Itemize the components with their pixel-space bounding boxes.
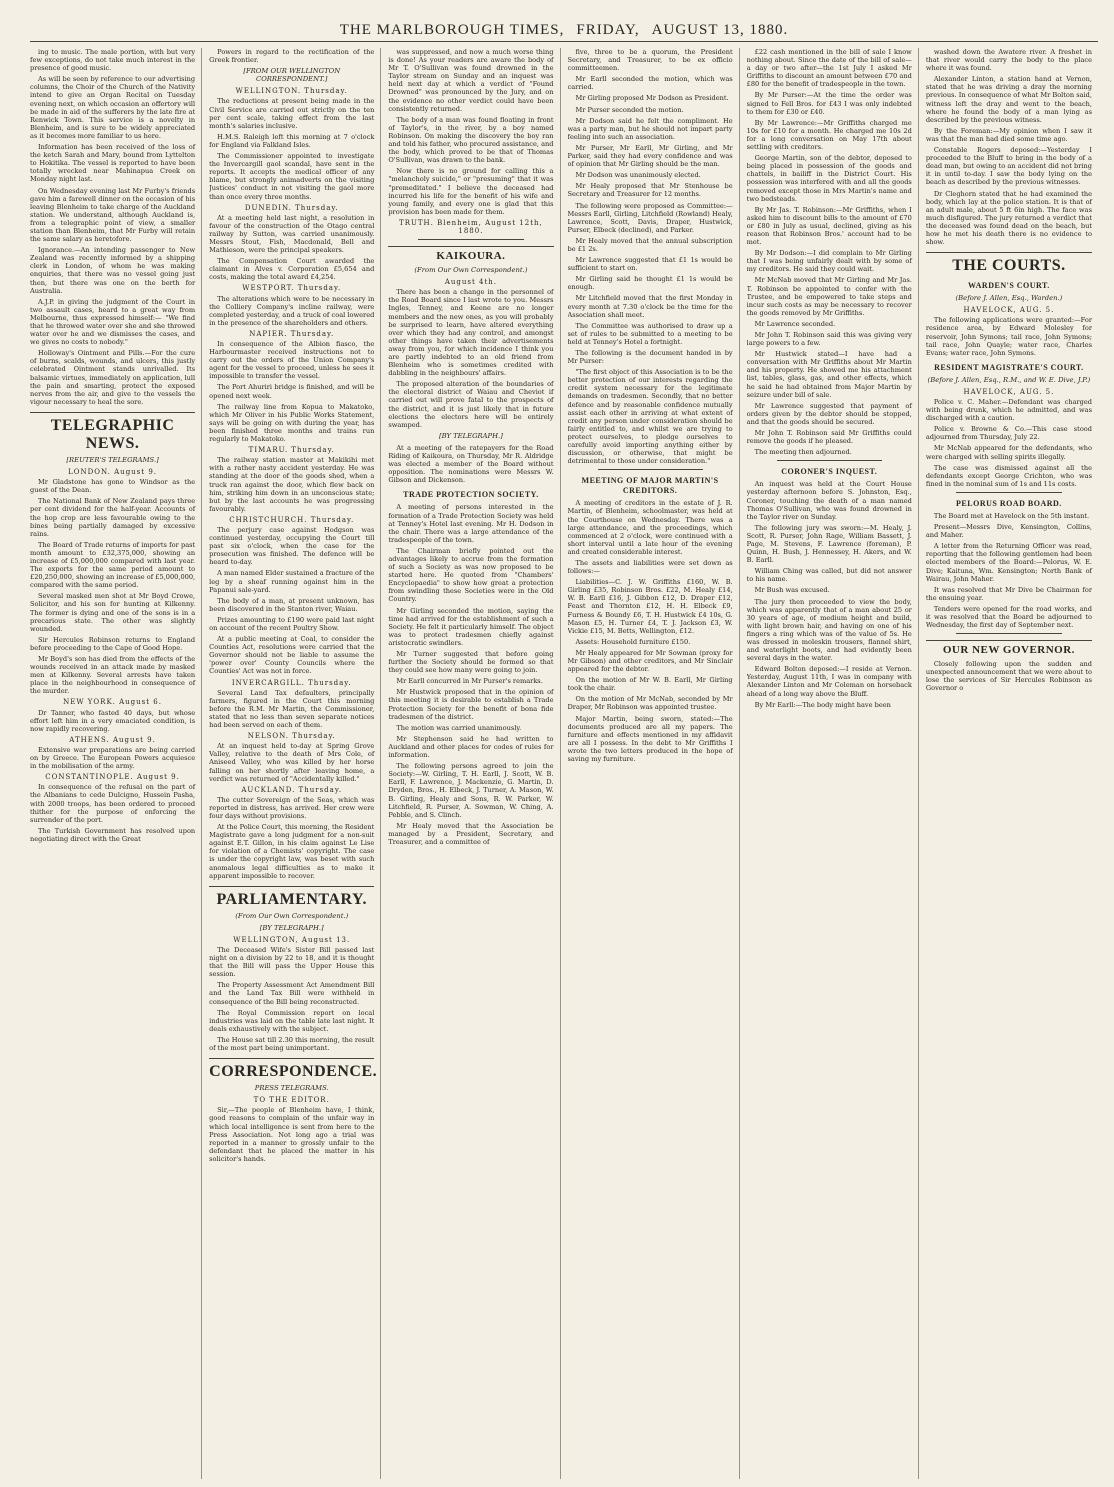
dateline: August 4th.	[444, 278, 497, 287]
section-heading-parliamentary: PARLIAMENTARY.	[209, 886, 374, 909]
paragraph: Mr Healy proposed that Mr Stenhouse be Secretary and Treasurer for 12 months.	[567, 182, 733, 199]
section-subheading-rmc: RESIDENT MAGISTRATE'S COURT.	[934, 362, 1084, 372]
paragraph: On the motion of Mr McNab, seconded by Mr Draper, Mr Robinson was appointed trustee.	[567, 695, 733, 712]
section-heading-trade: TRADE PROTECTION SOCIETY.	[403, 490, 539, 500]
masthead	[30, 12, 1098, 42]
paragraph: Mr Purser seconded the motion.	[575, 105, 684, 114]
paragraph: ing to music. The male portion, with but very few exceptions, do not take much interest in the presence of good music.	[30, 48, 196, 73]
column-4	[568, 48, 740, 1479]
masthead-day: FRIDAY,	[576, 22, 640, 38]
paragraph: It was resolved that Mr Dive be Chairman for the ensuing year.	[925, 585, 1092, 602]
paragraph: Police v. Browne & Co.—This case stood adjourned from Thursday, July 22.	[925, 425, 1092, 442]
paragraph: Assets: Household furniture £150.	[575, 637, 691, 646]
paragraph: The railway line from Kopua to Makatoko, which Mr Oliver in his Public Works Statement, says will be going on with during the year, has been finished three months and trains run regularly to Makatoko.	[209, 402, 375, 444]
divider	[598, 469, 703, 470]
paragraph: Present—Messrs Dive, Kensington, Collins, and Maher.	[925, 523, 1092, 540]
paragraph: A man named Elder sustained a fracture of the leg by a sheaf running against him in the Papanui sale-yard.	[209, 569, 375, 594]
paragraph: The Turkish Government has resolved upon negotiating direct with the Great	[30, 826, 196, 843]
paragraph: The cutter Sovereign of the Seas, which was reported in distress, has arrived. Her crew were four days without provisions.	[209, 795, 375, 820]
paragraph: The alterations which were to be necessary in the Colliery Company's incline railway, were completed yesterday, and a truck of coal lowered in the presence of the shareholders and others.	[209, 294, 375, 327]
paragraph: The motion was carried unanimously.	[396, 723, 522, 732]
divider	[956, 633, 1062, 634]
column-3	[388, 48, 560, 1479]
section-subheading: (From Our Own Correspondent.)	[414, 266, 528, 275]
paragraph: The Port Ahuriri bridge is finished, and will be opened next week.	[209, 383, 375, 400]
section-subheading: [REUTER'S TELEGRAMS.]	[66, 455, 159, 464]
paragraph: There has been a change in the personnel of the Road Board since I last wrote to you. Messrs Ingles, Tenney, and Keene are no longer members and the new ones, as you will probably be surprised to learn, have altered everything over which they had any control, and amongst other things have taken their advertisements away from you, for which incidence I think you are partly indebted to an old friend from Blenheim who is sometimes credited with dabbling in the neighbours' affairs.	[388, 288, 554, 378]
paragraph: Mr Turner suggested that before going further the Society should be formed so that they could see how many were going to join.	[388, 650, 554, 675]
paragraph: Mr Healy moved that the Association be managed by a President, Secretary, and Treasurer, and a committee of	[388, 821, 554, 846]
dateline: NEW YORK. August 6.	[63, 698, 162, 707]
section-subheading: PRESS TELEGRAMS.	[254, 1084, 329, 1093]
paragraph: At an inquest held to-day at Spring Grove Valley, relative to the death of Mrs Cole, of Aniseed Valley, who was killed by her horse falling on her shortly after leaving home, a verdict was returned of "Accidentally killed."	[209, 742, 375, 783]
paragraph: Mr John T. Robinson said this was giving very large powers to a few.	[746, 331, 912, 348]
paragraph: The Compensation Court awarded the claimant in Alves v. Corporation £5,654 and costs, making the total award £4,254.	[209, 257, 375, 282]
paragraph: By Mr Purser:—At the time the order was signed to Fell Bros. for £43 I was only indebted to them for £30 or £40.	[746, 91, 912, 116]
paragraph: The body of a man, at present unknown, has been discovered in the Stanton river, Waiau.	[209, 596, 375, 613]
dateline: ATHENS. August 9.	[69, 735, 156, 744]
paragraph: five, three to be a quorum, the President Secretary, and Treasurer, to be ex officio committeemen.	[567, 48, 733, 73]
paragraph: H.M.S. Raleigh left this morning at 7 o'clock for England via Falkland Isles.	[209, 132, 375, 149]
paragraph: The Board met at Havelock on the 5th instant.	[933, 511, 1090, 520]
paragraph: Mr Girling said he thought £1 1s would be enough.	[567, 275, 733, 292]
paragraph: Tenders were opened for the road works, and it was resolved that the Board be adjourned to Wednesday, the first day of September next.	[925, 604, 1092, 630]
paragraph: The following applications were granted:—For residence area, by Edward Molesley for reservoir, John Symons; tail race, John Symons; tail race, John Quayle; water race, Charles Evans; water race, John Symons.	[925, 316, 1092, 357]
paragraph: By Mr Earll:—The body might have been	[754, 700, 891, 709]
masthead-date: AUGUST 13, 1880.	[651, 22, 789, 38]
paragraph: By Mr Dodson:—I did complain to Mr Girling that I was being unfairly dealt with by some of my creditors. He said they could wait.	[746, 249, 912, 274]
section-heading-martin: MEETING OF MAJOR MARTIN'S CREDITORS.	[581, 476, 719, 496]
section-heading-pelorus: PELORUS ROAD BOARD.	[956, 498, 1062, 508]
paragraph: In consequence of the refusal on the part of the Albanians to cede Dulcigno, Hussein Pasha, with 2000 troops, has been ordered to proceed thither for the purpose of enforcing the surrender of the port.	[30, 783, 196, 824]
dateline: INVERCARGILL. Thursday.	[231, 678, 352, 687]
paragraph: Closely following upon the sudden and unexpected announcement that we were about to lose the services of Sir Hercules Robinson as Governor o	[925, 660, 1092, 693]
paragraph: Mr Lawrence suggested that £1 1s would be sufficient to start on.	[567, 256, 733, 273]
dateline: HAVELOCK, AUG. 5.	[963, 387, 1055, 396]
paragraph: Mr McNab appeared for the defendants, who were charged with selling spirits illegally.	[925, 444, 1092, 461]
paragraph: Extensive war preparations are being carried on by Greece. The European Powers acquiesce in the mobilisation of the army.	[30, 745, 196, 771]
section-heading-correspondence: CORRESPONDENCE.	[209, 1058, 374, 1081]
paragraph: Mr Healy appeared for Mr Sowman (proxy for Mr Gibson) and other creditors, and Mr Sinclair appeared for the debtor.	[567, 648, 733, 674]
dateline: WESTPORT. Thursday.	[242, 284, 342, 293]
paragraph: At a public meeting at Coal, to consider the Counties Act, resolutions were carried that the Governor should not be liable to assume the 'power over' County Councils where the Counties' Act was not in force.	[209, 635, 375, 676]
dateline: HAVELOCK, AUG. 5.	[963, 306, 1055, 315]
section-subheading-wardens: WARDEN'S COURT.	[968, 281, 1050, 291]
paragraph: The following persons agreed to join the Society:—W. Girling, T. H. Earll, J. Scott, W. B. Earll, F. Lawrence, J. Mackenzie, G. Martin, D. Dryden, Bros., H. Elbeck, J. Turner, A. Mason, W. B. Girling, Healy and Sons, R. W. Parker, W. Litchfield, R. Purser, A. Sowman, W. Ching, A. Pebble, and S. Clinch.	[388, 762, 554, 819]
paragraph: Mr Girling seconded the motion, saying the time had arrived for the establishment of such a Society. He felt it particularly himself. The object was to protect tradesmen chiefly against aristocratic swindlers.	[388, 606, 554, 647]
paragraph: The National Bank of New Zealand pays three per cent dividend for the half-year. Accounts of the hop crop are less favourable owing to the bines being partially damaged by excessive rains.	[30, 497, 196, 538]
paragraph: The Board of Trade returns of imports for past month amount to £32,375,000, showing an increase of £5,000,000 compared with last year. The exports for the same period amount to £20,250,000, showing an increase of £5,000,000, compared with the same period.	[30, 540, 196, 590]
dateline: NAPIER. Thursday.	[249, 329, 335, 338]
paragraph: Mr Lawrence seconded.	[754, 319, 836, 328]
section-heading-telegraphic: TELEGRAPHIC NEWS.	[30, 412, 195, 453]
section-subheading: [BY TELEGRAPH.]	[259, 923, 324, 932]
paragraph: Mr Dodson said he felt the compliment. He was a party man, but he should not impart party feeling into such an association.	[567, 116, 733, 141]
paragraph: At the Police Court, this morning, the Resident Magistrate gave a long judgment for a non-suit against E.T. Gillon, in his claim against Le Lise for violation of a Chemists' copyright. The case is under the copyright law, was beset with such anomalous legal difficulties as to make it apparent impossible to recover.	[209, 823, 375, 880]
paragraph: Sir,—The people of Blenheim have, I think, good reasons to complain of the unfair way in which local intelligence is sent from here to the Press Association. Not long ago a trial was reported in a manner to grossly unfair to the defendant that he placed the matter in his solicitor's hands.	[209, 1106, 375, 1163]
paragraph: Mr Purser, Mr Earll, Mr Girling, and Mr Parker, said they had every confidence and was of opinion that Mr Girling should be the man.	[567, 143, 733, 169]
paragraph: Major Martin, being sworn, stated:—The documents produced are all my papers. The furniture and effects mentioned in my affidavit are all I possess. In the debt to Mr Griffiths I wrote the two letters produced in the hope of saving my furniture.	[567, 714, 733, 764]
dateline: WELLINGTON, August 13.	[233, 935, 351, 944]
paragraph: Sir Hercules Robinson returns to England before proceeding to the Cape of Good Hope.	[30, 635, 196, 652]
paragraph: The proposed alteration of the boundaries of the electoral district of Waiau and Cheviot if carried out will prove fatal to the prospects of the district, and it is just likely that in future elections the electors here will be entirely swamped.	[388, 380, 554, 429]
section-subheading: (Before J. Allen, Esq., R.M., and W. E. Dive, J.P.)	[927, 375, 1091, 384]
section-heading-kaikoura: KAIKOURA.	[388, 246, 553, 263]
paragraph: Information has been received of the loss of the ketch Sarah and Mary, bound from Lyttelton to Hokitika. The vessel is reported to have been totally wrecked near Mahinapua Creek on Monday night last.	[30, 143, 196, 184]
paragraph: George Martin, son of the debtor, deposed to being placed in possession of the goods and chattels, in bailiff in the District Court. His possession was interfered with and all the goods removed except those in Mrs Martin's name and two bedsteads.	[746, 154, 912, 203]
paragraph: The railway station master at Makikihi met with a rather nasty accident yesterday. He was standing at the door of the goods shed, when a truck ran against the door, which flew back on him, striking him down in an unconscious state; but by the last accounts he was progressing favourably.	[209, 456, 375, 513]
dateline: TO THE EDITOR.	[253, 1096, 330, 1105]
paragraph: By Mr Jas. T. Robinson:—Mr Griffiths, when I asked him to discount bills to the amount of £70 or £80 in July as usual, declined, giving as his reason that Robinson Bros.' account had to be met.	[746, 205, 912, 247]
paragraph: On the motion of Mr W. B. Earll, Mr Girling took the chair.	[567, 676, 733, 693]
paragraph: The Deceased Wife's Sister Bill passed last night on a division by 22 to 18, and it is thought that the Bill will pass the Upper House this session.	[209, 946, 375, 979]
dateline: CHRISTCHURCH. Thursday.	[229, 515, 355, 524]
section-heading-governor: OUR NEW GOVERNOR.	[926, 640, 1092, 657]
paragraph: The following is the document handed in by Mr Purser:	[567, 349, 733, 366]
paragraph: The following were proposed as Committee:—Messrs Earll, Girling, Litchfield (Rowland) Healy, Lawrence, Scott, Davis, Draper, Hustwick, Purser, Elbeck (declined), and Parker.	[567, 201, 733, 234]
divider	[777, 460, 882, 461]
paragraph: A meeting of persons interested in the formation of a Trade Protection Society was held at Tenney's Hotel last evening. Mr H. Dodson in the chair. There was a large attendance of the tradespeople of the town.	[388, 503, 554, 544]
section-heading-courts: THE COURTS.	[926, 252, 1092, 275]
paragraph: washed down the Awatere river. A freshet in that river would carry the body to the place where it was found.	[925, 48, 1092, 73]
section-subheading: [BY TELEGRAPH.]	[438, 431, 503, 440]
dateline: WELLINGTON. Thursday.	[235, 87, 348, 96]
paragraph: The perjury case against Hodgson was continued yesterday, occupying the Court till past six o'clock, when the case for the prosecution was finished. The defence will be heard to-day.	[209, 525, 375, 567]
signoff: TRUTH. Blenheim, August 12th, 1880.	[399, 218, 543, 235]
paragraph: Liabilities—C. J. W. Griffiths £160, W. B. Girling £35, Robinson Bros. £22, M. Healy £14, W. B. Earll £16, J. Gibbon £12, D. Draper £12, Feast and Thornton £12, H. H. Elbeck £9, Furness & Boundy £6, T. H. Hustwick £4 10s, G. Mason £5, H. Turner £4, T. J. Jackson £3, W. Vickie £15, M. Betts, Wellington, £12.	[567, 578, 733, 635]
paragraph: The assets and liabilities were set down as follows:—	[567, 558, 733, 576]
paragraph: The jury then proceeded to view the body, which was apparently that of a man about 25 or 30 years of age, of medium height and build, with light brown hair, and having on one of his fingers a ring which was of the value of 5s. He was dressed in moleskin trousers, flannel shirt, and waterlight boots, and had evidently been several days in the water.	[746, 597, 912, 663]
paragraph: Edward Bolton deposed:—I reside at Vernon. Yesterday, August 11th, I was in company with Alexander Linton and Mr Coleman on horseback ahead of a long way above the Bluff.	[746, 665, 912, 698]
paragraph: By Mr Lawrence:—Mr Griffiths charged me 10s for £10 for a month. He charged me 10s 2d for a long conversation on May 17th about settling with creditors.	[746, 118, 912, 152]
paragraph: Mr Earll concurred in Mr Purser's remarks.	[396, 677, 543, 686]
paragraph: A letter from the Returning Officer was read, reporting that the following gentlemen had been elected members of the Board:—Pelorus, W. E. Dive; Kaituna, Wm. Kensington; North Bank of Wairau, John Maher.	[925, 542, 1092, 583]
dateline: NELSON. Thursday.	[247, 732, 336, 741]
paragraph: Mr Hustwick proposed that in the opinion of this meeting it is desirable to establish a Trade Protection Society for the benefit of bona fide tradesmen of the district.	[388, 688, 554, 721]
paragraph: Prizes amounting to £190 were paid last night on account of the recent Poultry Show.	[209, 615, 375, 632]
paragraph: Holloway's Ointment and Pills.—For the cure of burns, scalds, wounds, and ulcers, this justly celebrated Ointment stands unrivalled. Its balsamic virtues, immediately on application, lull the pain and smarting, protect the exposed nerves from the air, and give to the vessels the vigour necessary to heal the sore.	[30, 349, 196, 406]
paragraph: At a meeting held last night, a resolution in favour of the construction of the Otago central railway by Sutton, was carried unanimously. Messrs Stout, Fish, Macdonald, Bell and Mathieson, were the principal speakers.	[209, 213, 375, 255]
divider	[418, 239, 523, 240]
paragraph: Several Land Tax defaulters, principally farmers, figured in the Court this morning before the R.M. Mr Martin, the Commissioner, stated that no less than seven separate notices had been served on each of them.	[209, 688, 375, 730]
paragraph: Powers in regard to the rectification of the Greek frontier.	[209, 48, 375, 65]
section-subheading: (Before J. Allen, Esq., Warden.)	[955, 294, 1063, 303]
paragraph: An inquest was held at the Court House yesterday afternoon before S. Johnston, Esq., Coroner, touching the death of a man named Thomas O'Sullivan, who was found drowned in the Taylor river on Sunday.	[746, 480, 912, 521]
paragraph: The reductions at present being made in the Civil Service are carried out strictly on the ten per cent scale, taking effect from the last month's salaries inclusive.	[209, 97, 375, 130]
paragraph: By the Foreman:—My opinion when I saw it was that the man had died some time ago.	[925, 126, 1092, 143]
column-1	[30, 48, 202, 1479]
paragraph: The House sat till 2.30 this morning, the result of the most part being unimportant.	[209, 1035, 375, 1053]
paragraph: was suppressed, and now a much worse thing is done! As your readers are aware the body of Mr T. O'Sullivan was found drowned in the Taylor stream on Sunday and an inquest was held next day at which a verdict of "Found Drowned" was pronounced by the Jury, and on the evidence no other verdict could have been consistently returned.	[388, 48, 554, 113]
paragraph: Ignorance.—An intending passenger to New Zealand was recently informed by a shipping clerk in London, of whom he was making enquiries, that there was no vessel going just then, but there was one on the berth for Australia.	[30, 246, 196, 295]
paragraph: Dr Tanner, who fasted 40 days, but whose effort left him in a very emaciated condition, is now rapidly recovering.	[30, 708, 196, 733]
paragraph: The Commissioner appointed to investigate the Invercargill gaol scandal, have sent in the reports. It accepts the medical officer of any blame, but strongly animadverts on the visiting Justices' conduct in not visiting the gaol more than once every three months.	[209, 152, 375, 201]
paragraph: Dr Cleghorn stated that he had examined the body, which lay at the police station. It is that of an adult male, about 5 ft 6in high. The face was much disfigured. The jury returned a verdict that the deceased was found dead on the beach, but how he met his death there is no evidence to show.	[925, 189, 1092, 247]
column-6	[926, 48, 1098, 1479]
paragraph: A.J.P. in giving the judgment of the Court in two assault cases, heard to a great way from Melbourne, thus expressed himself:— "We find that he throwed water over she and she throwed water over he and we dismisses the cases, and we gives no costs to nobody."	[30, 297, 196, 347]
paragraph: The case was dismissed against all the defendants except George Crichton, who was fined in the nominal sum of 1s and 11s costs.	[925, 463, 1092, 488]
paragraph: Mr Gladstone has gone to Windsor as the guest of the Dean.	[30, 478, 196, 495]
section-subheading: (From Our Own Correspondent.)	[235, 911, 349, 920]
section-subheading: [FROM OUR WELLINGTON CORRESPONDENT.]	[243, 67, 341, 84]
paragraph: The following jury was sworn:—M. Healy, J. Scott, R. Purser, John Rage, William Bassett, J. Page, M. Stevens, F. Lawrence (foreman), P. Quinn, H. Bush, J. Hennessey, H. Akers, and W. B. Earll.	[746, 523, 912, 565]
paragraph: Mr Girling proposed Mr Dodson as President.	[575, 94, 729, 103]
paragraph: Mr Bush was excused.	[754, 586, 830, 595]
paragraph: At a meeting of the ratepayers for the Road Riding of Kaikoura, on Thursday, Mr R. Aldridge was elected a member of the Board without opposition. The nominations were Messrs W. Gibson and Dickenson.	[388, 443, 554, 485]
paper-title: THE MARLBOROUGH TIMES,	[339, 22, 565, 38]
paragraph: The Chairman briefly pointed out the advantages likely to accrue from the formation of such a Society as was now proposed to be started here. He quoted from "Chambers' Encyclopaedia" to show how great a protection from swindling these Societies were in the Old Country.	[388, 546, 554, 604]
dateline: AUCKLAND. Thursday.	[241, 785, 343, 794]
paragraph: Mr Litchfield moved that the first Monday in every month at 7.30 o'clock be the time for the Association shall meet.	[567, 294, 733, 319]
paragraph: Police v. C. Maher.—Defendant was charged with being drunk, which he admitted, and was discharged with a caution.	[925, 398, 1092, 423]
paragraph: Mr Earll seconded the motion, which was carried.	[567, 75, 733, 92]
paragraph: Mr McNab moved that Mr Girling and Mr Jas. T. Robinson be appointed to confer with the Trustee, and be empowered to take steps and incur such costs as may be necessary to recover the goods removed by Mr Griffiths.	[746, 276, 912, 317]
newspaper-columns	[30, 48, 1098, 1479]
dateline: CONSTANTINOPLE. August 9.	[45, 773, 180, 782]
paragraph: The body of a man was found floating in front of Taylor's, in the river, by a boy named Robinson. On making the discovery the boy ran and told his father, who procured assistance, and the body, which proved to be that of Thomas O'Sullivan, was drawn to the bank.	[388, 115, 554, 165]
paragraph: "The first object of this Association is to be the better protection of our interests regarding the credit system necessary for the legitimate demands on tradesmen. Secondly, that no better defence and by reasonable confidence mutually assist each other in arriving at what extent of credit any person under consideration should be fairly entitled to, and whilst we are trying to protect ourselves, to pledge ourselves to carefully avoid importing anything either by discussion, or otherwise, that might be detrimental to those under consideration."	[567, 368, 733, 466]
paragraph: Mr Lawrence suggested that payment of orders given by the debtor should be stopped, and that the goods should be secured.	[746, 401, 912, 426]
paragraph: On Wednesday evening last Mr Furby's friends gave him a farewell dinner on the occasion of his leaving Blenheim to take charge of the Auckland station. We understand, although Auckland is, from a telegraphic point of view, a smaller station than Blenheim, that Mr Furby will retain the same salary as heretofore.	[30, 186, 196, 244]
paragraph: Now there is no ground for calling this a "melancholy suicide," or "presuming" that it was "premeditated." I believe the deceased had incurred his life for the benefit of his wife and young family, and every one is glad that this provision has been made for them.	[388, 167, 554, 216]
paragraph: Mr Stephenson said he had written to Auckland and other places for codes of rules for information.	[388, 734, 554, 760]
paragraph: The Committee was authorised to draw up a set of rules to be submitted to a meeting to be held at Tenney's Hotel a fortnight.	[567, 321, 733, 346]
paragraph: Mr Boyd's son has died from the effects of the wounds received in an attack made by masked men at Kilkenny. Several arrests have taken place in the neighbourhood in consequence of the murder.	[30, 655, 196, 696]
paragraph: William Ching was called, but did not answer to his name.	[746, 567, 912, 584]
paragraph: Several masked men shot at Mr Boyd Crowe, Solicitor, and his son for hunting at Kilkenny. The former is dying and one of the sons is in a precarious state. The other was slightly wounded.	[30, 592, 196, 633]
paragraph: In consequence of the Albion fiasco, the Harbourmaster received instructions not to carry out the orders of the Union Company's agent for the vessel to proceed, unless he sees it impossible to transfer the vessel.	[209, 340, 375, 381]
paragraph: Mr Hustwick stated—I have had a conversation with Mr Griffiths about Mr Martin and his property. He showed me his attachment list, tables, glass, gas, and other effects, which he said he had obtained from Major Martin by seizure under bill of sale.	[746, 350, 912, 399]
paragraph: Constable Rogers deposed:—Yesterday I proceeded to the Bluff to bring in the body of a dead man, but owing to an accident did not bring it in until to-day. I saw the body lying on the beach as described by the previous witnesses.	[925, 146, 1092, 187]
paragraph: £22 cash mentioned in the bill of sale I know nothing about. Since the date of the bill of sale—a day or two after—the 1st July I asked Mr Griffiths to discount an amount between £70 and £80 for the benefit of tradespeople in the town.	[746, 48, 912, 89]
paragraph: Mr Dodson was unanimously elected.	[575, 171, 701, 180]
divider	[956, 492, 1062, 493]
paragraph: The meeting then adjourned.	[754, 448, 852, 457]
paragraph: A meeting of creditors in the estate of J. R. Martin, of Blenheim, schoolmaster, was held at the Courthouse on Wednesday. There was a large attendance, and the proceedings, which commenced at 2 o'clock, were continued with a short interval until a late hour of the evening and created considerable interest.	[567, 499, 733, 556]
column-5	[747, 48, 919, 1479]
dateline: TIMARU. Thursday.	[248, 446, 335, 455]
column-2	[209, 48, 381, 1479]
paragraph: The Property Assessment Act Amendment Bill and the Land Tax Bill were withheld in consequence of the Bill being reconstructed.	[209, 981, 375, 1006]
section-heading-coroner: CORONER'S INQUEST.	[781, 467, 878, 477]
paragraph: As will be seen by reference to our advertising columns, the Choir of the Church of the Nativity intend to give an Organ Recital on Tuesday evening next, on which occasion an offertory will be made in aid of the sufferers by the late fire at Renwick Town. This service is a novelty in Blenheim, and is sure to be widely appreciated as it becomes more familiar to us here.	[30, 75, 196, 140]
dateline: DUNEDIN. Thursday.	[244, 203, 339, 212]
paragraph: Alexander Linton, a station hand at Vernon, stated that he was driving a dray the morning previous. In consequence of what Mr Bolton said, witness left the dray and went to the beach, where he found the body of a man lying as described by the previous witness.	[925, 75, 1092, 124]
paragraph: Mr John T. Robinson said Mr Griffiths could remove the goods if he pleased.	[746, 429, 912, 446]
paragraph: Mr Healy moved that the annual subscription be £1 2s.	[567, 236, 733, 253]
paragraph: The Royal Commission report on local industries was laid on the table late last night. It deals exhaustively with the subject.	[209, 1008, 375, 1033]
dateline: LONDON. August 9.	[68, 468, 157, 477]
